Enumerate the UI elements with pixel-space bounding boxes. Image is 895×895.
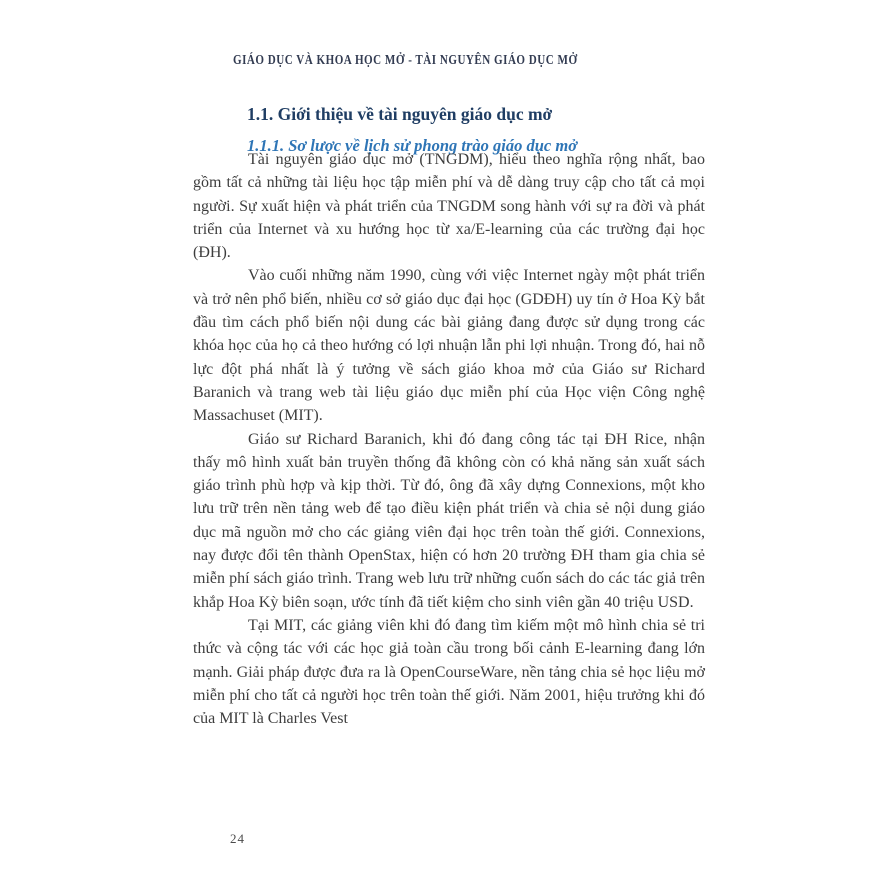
paragraph-1990s-history: Vào cuối những năm 1990, cùng với việc Internet ngày một phát triển và trở nên phổ biến, nhiều cơ sở giáo dục đại học (GDĐH) uy tín ở Hoa Kỳ bắt đầu tìm cách phổ biến nội dung các bài giảng đang được sử dụng trong các khóa học của họ cả theo hướng có lợi nhuận lẫn phi lợi nhuận. Trong đó, hai nỗ lực đột phá nhất là ý tưởng về sách giáo khoa mở của Giáo sư Richard Baranich và trang web tài liệu giáo dục miễn phí của Học viện Công nghệ Massachuset (MIT). [193,267,705,425]
running-header: GIÁO DỤC VÀ KHOA HỌC MỞ - TÀI NGUYÊN GIÁO DỤC MỞ [233,52,578,67]
page-number: 24 [230,831,245,846]
paragraph-baranich-connexions: Giáo sư Richard Baranich, khi đó đang công tác tại ĐH Rice, nhận thấy mô hình xuất bản truyền thống đã không còn có khả năng sản xuất sách giáo trình phù hợp và kịp thời. Từ đó, ông đã xây dựng Connexions, một kho lưu trữ trên nền tảng web để tạo điều kiện phát triển và chia sẻ nội dung giáo dục mã nguồn mở cho các giảng viên đại học trên toàn thế giới. Connexions, nay được đổi tên thành OpenStax, hiện có hơn 20 trường ĐH tham gia chia sẻ miễn phí sách giáo trình. Trang web lưu trữ những cuốn sách do các tác giả trên khắp Hoa Kỳ biên soạn, ước tính đã tiết kiệm cho sinh viên gần 40 triệu USD. [193,430,705,611]
body-text-block [193,148,705,730]
paragraph-intro-tngdm: Tài nguyên giáo dục mở (TNGDM), hiểu theo nghĩa rộng nhất, bao gồm tất cả những tài liệu học tập miễn phí và dễ dàng truy cập cho tất cả mọi người. Sự xuất hiện và phát triển của TNGDM song hành với sự ra đời và phát triển của Internet và xu hướng học từ xa/E-learning của các trường đại học (ĐH). [193,151,705,262]
paragraph-mit-opencourseware: Tại MIT, các giảng viên khi đó đang tìm kiếm một mô hình chia sẻ tri thức và cộng tác với các học giả toàn cầu trong bối cảnh E-learning đang lớn mạnh. Giải pháp được đưa ra là OpenCourseWare, nền tảng chia sẻ học liệu mở miễn phí cho tất cả người học trên toàn thế giới. Năm 2001, hiệu trưởng khi đó của MIT là Charles Vest [193,616,705,728]
section-subheading: 1.1.1. Sơ lược về lịch sử phong trào giáo dục mở [247,135,578,155]
section-heading: 1.1. Giới thiệu về tài nguyên giáo dục mở [247,103,553,124]
